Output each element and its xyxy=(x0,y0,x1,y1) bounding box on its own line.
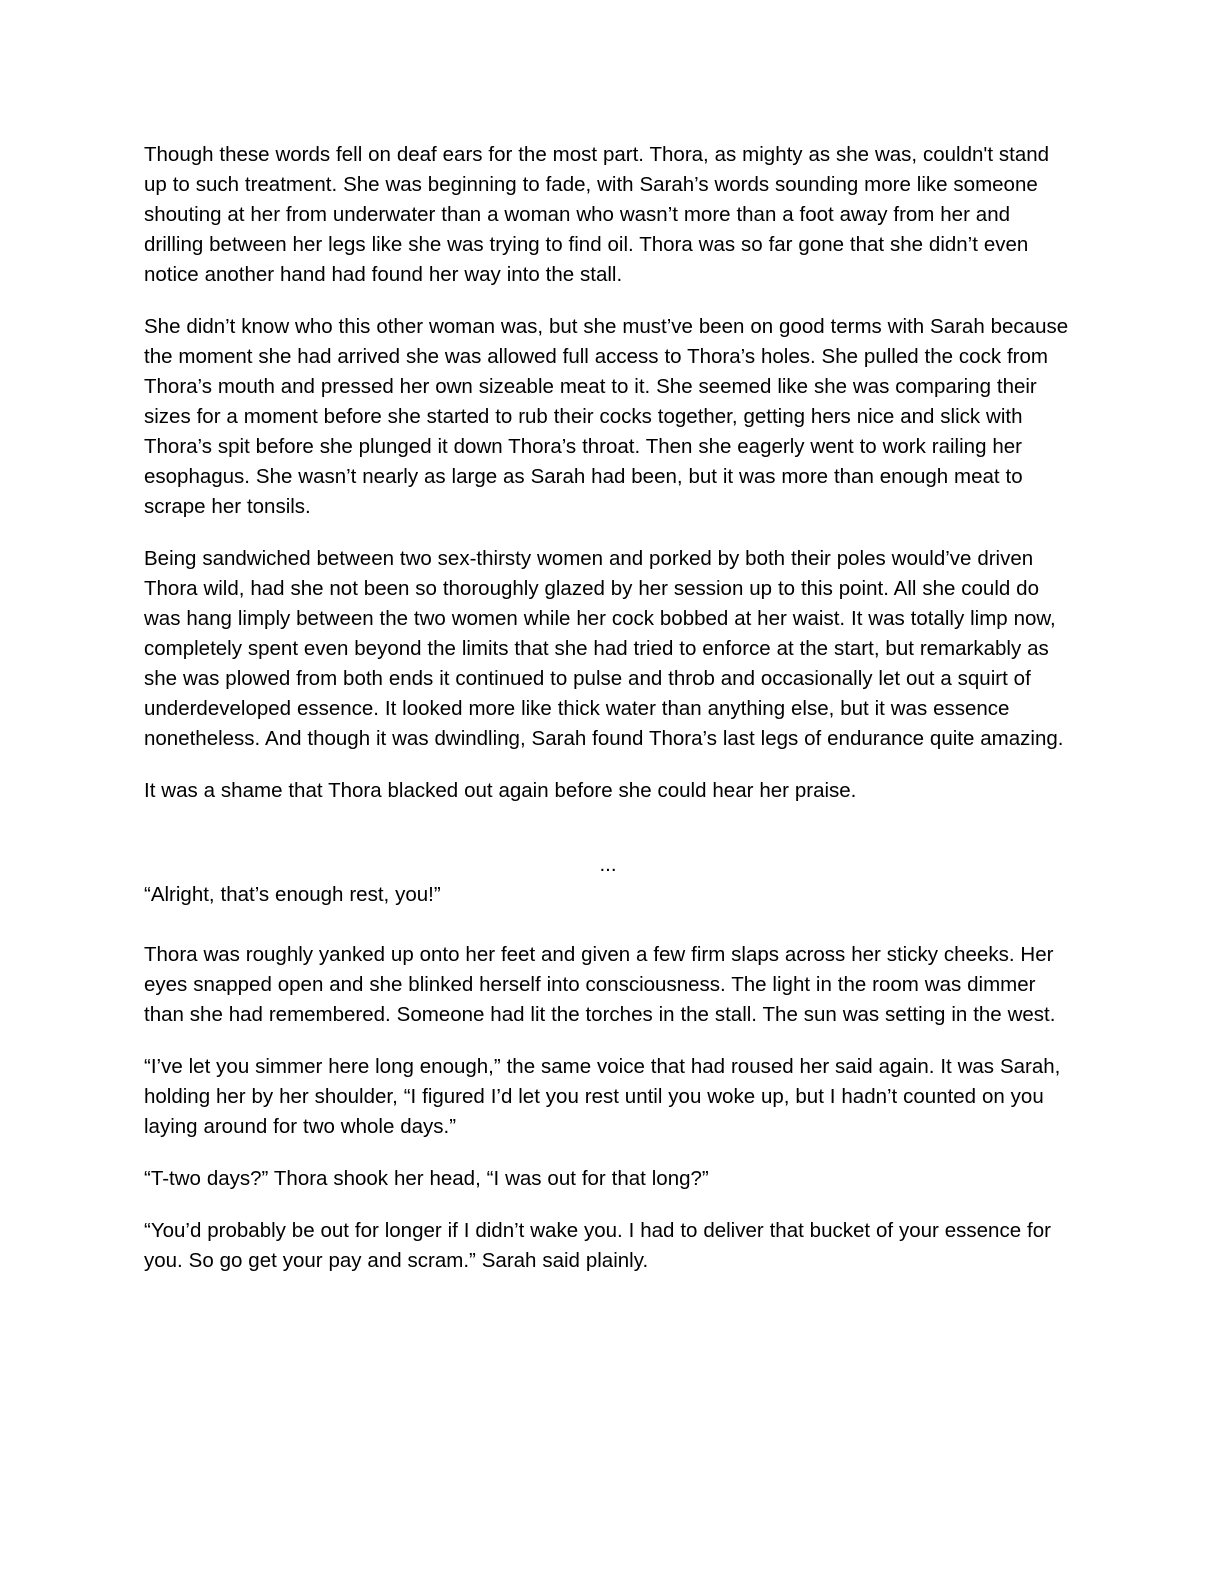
paragraph-7-dialogue: “I’ve let you simmer here long enough,” the same voice that had roused her said again. It was Sarah, holding her by her shoulder, “I figured I’d let you rest until you woke up, but I hadn’t counted on you laying around for two whole days.” xyxy=(144,1055,1061,1138)
document-text-column xyxy=(144,140,1072,1276)
paragraph-8-dialogue: “T-two days?” Thora shook her head, “I was out for that long?” xyxy=(144,1167,709,1190)
paragraph-3: Being sandwiched between two sex-thirsty women and porked by both their poles would’ve driven Thora wild, had she not been so thoroughly glazed by her session up to this point. All she could do was hang limply between the two women while her cock bobbed at her waist. It was totally limp now, completely spent even beyond the limits that she had tried to enforce at the start, but remarkably as she was plowed from both ends it continued to pulse and throb and occasionally let out a squirt of underdeveloped essence. It looked more like thick water than anything else, but it was essence nonetheless. And though it was dwindling, Sarah found Thora’s last legs of endurance quite amazing. xyxy=(144,547,1064,750)
paragraph-9-dialogue: “You’d probably be out for longer if I didn’t wake you. I had to deliver that bucket of your essence for you. So go get your pay and scram.” Sarah said plainly. xyxy=(144,1219,1051,1272)
paragraph-6: Thora was roughly yanked up onto her feet and given a few firm slaps across her sticky cheeks. Her eyes snapped open and she blinked herself into consciousness. The light in the room was dimmer than she had remembered. Someone had lit the torches in the stall. The sun was setting in the west. xyxy=(144,943,1056,1026)
paragraph-5-dialogue: “Alright, that’s enough rest, you!” xyxy=(144,883,441,906)
paragraph-gap xyxy=(144,932,1072,940)
paragraph-1: Though these words fell on deaf ears for the most part. Thora, as mighty as she was, couldn't stand up to such treatment. She was beginning to fade, with Sarah’s words sounding more like someone shouting at her from underwater than a woman who wasn’t more than a foot away from her and drilling between her legs like she was trying to find oil. Thora was so far gone that she didn’t even notice another hand had found her way into the stall. xyxy=(144,143,1050,286)
paragraph-2: She didn’t know who this other woman was, but she must’ve been on good terms with Sarah because the moment she had arrived she was allowed full access to Thora’s holes. She pulled the cock from Thora’s mouth and pressed her own sizeable meat to it. She seemed like she was comparing their sizes for a moment before she started to rub their cocks together, getting hers nice and slick with Thora’s spit before she plunged it down Thora’s throat. Then she eagerly went to work railing her esophagus. She wasn’t nearly as large as Sarah had been, but it was more than enough meat to scrape her tonsils. xyxy=(144,315,1069,518)
scene-break-spacer-top xyxy=(144,828,1072,850)
paragraph-4: It was a shame that Thora blacked out again before she could hear her praise. xyxy=(144,779,857,802)
scene-break-separator: ... xyxy=(599,853,617,876)
